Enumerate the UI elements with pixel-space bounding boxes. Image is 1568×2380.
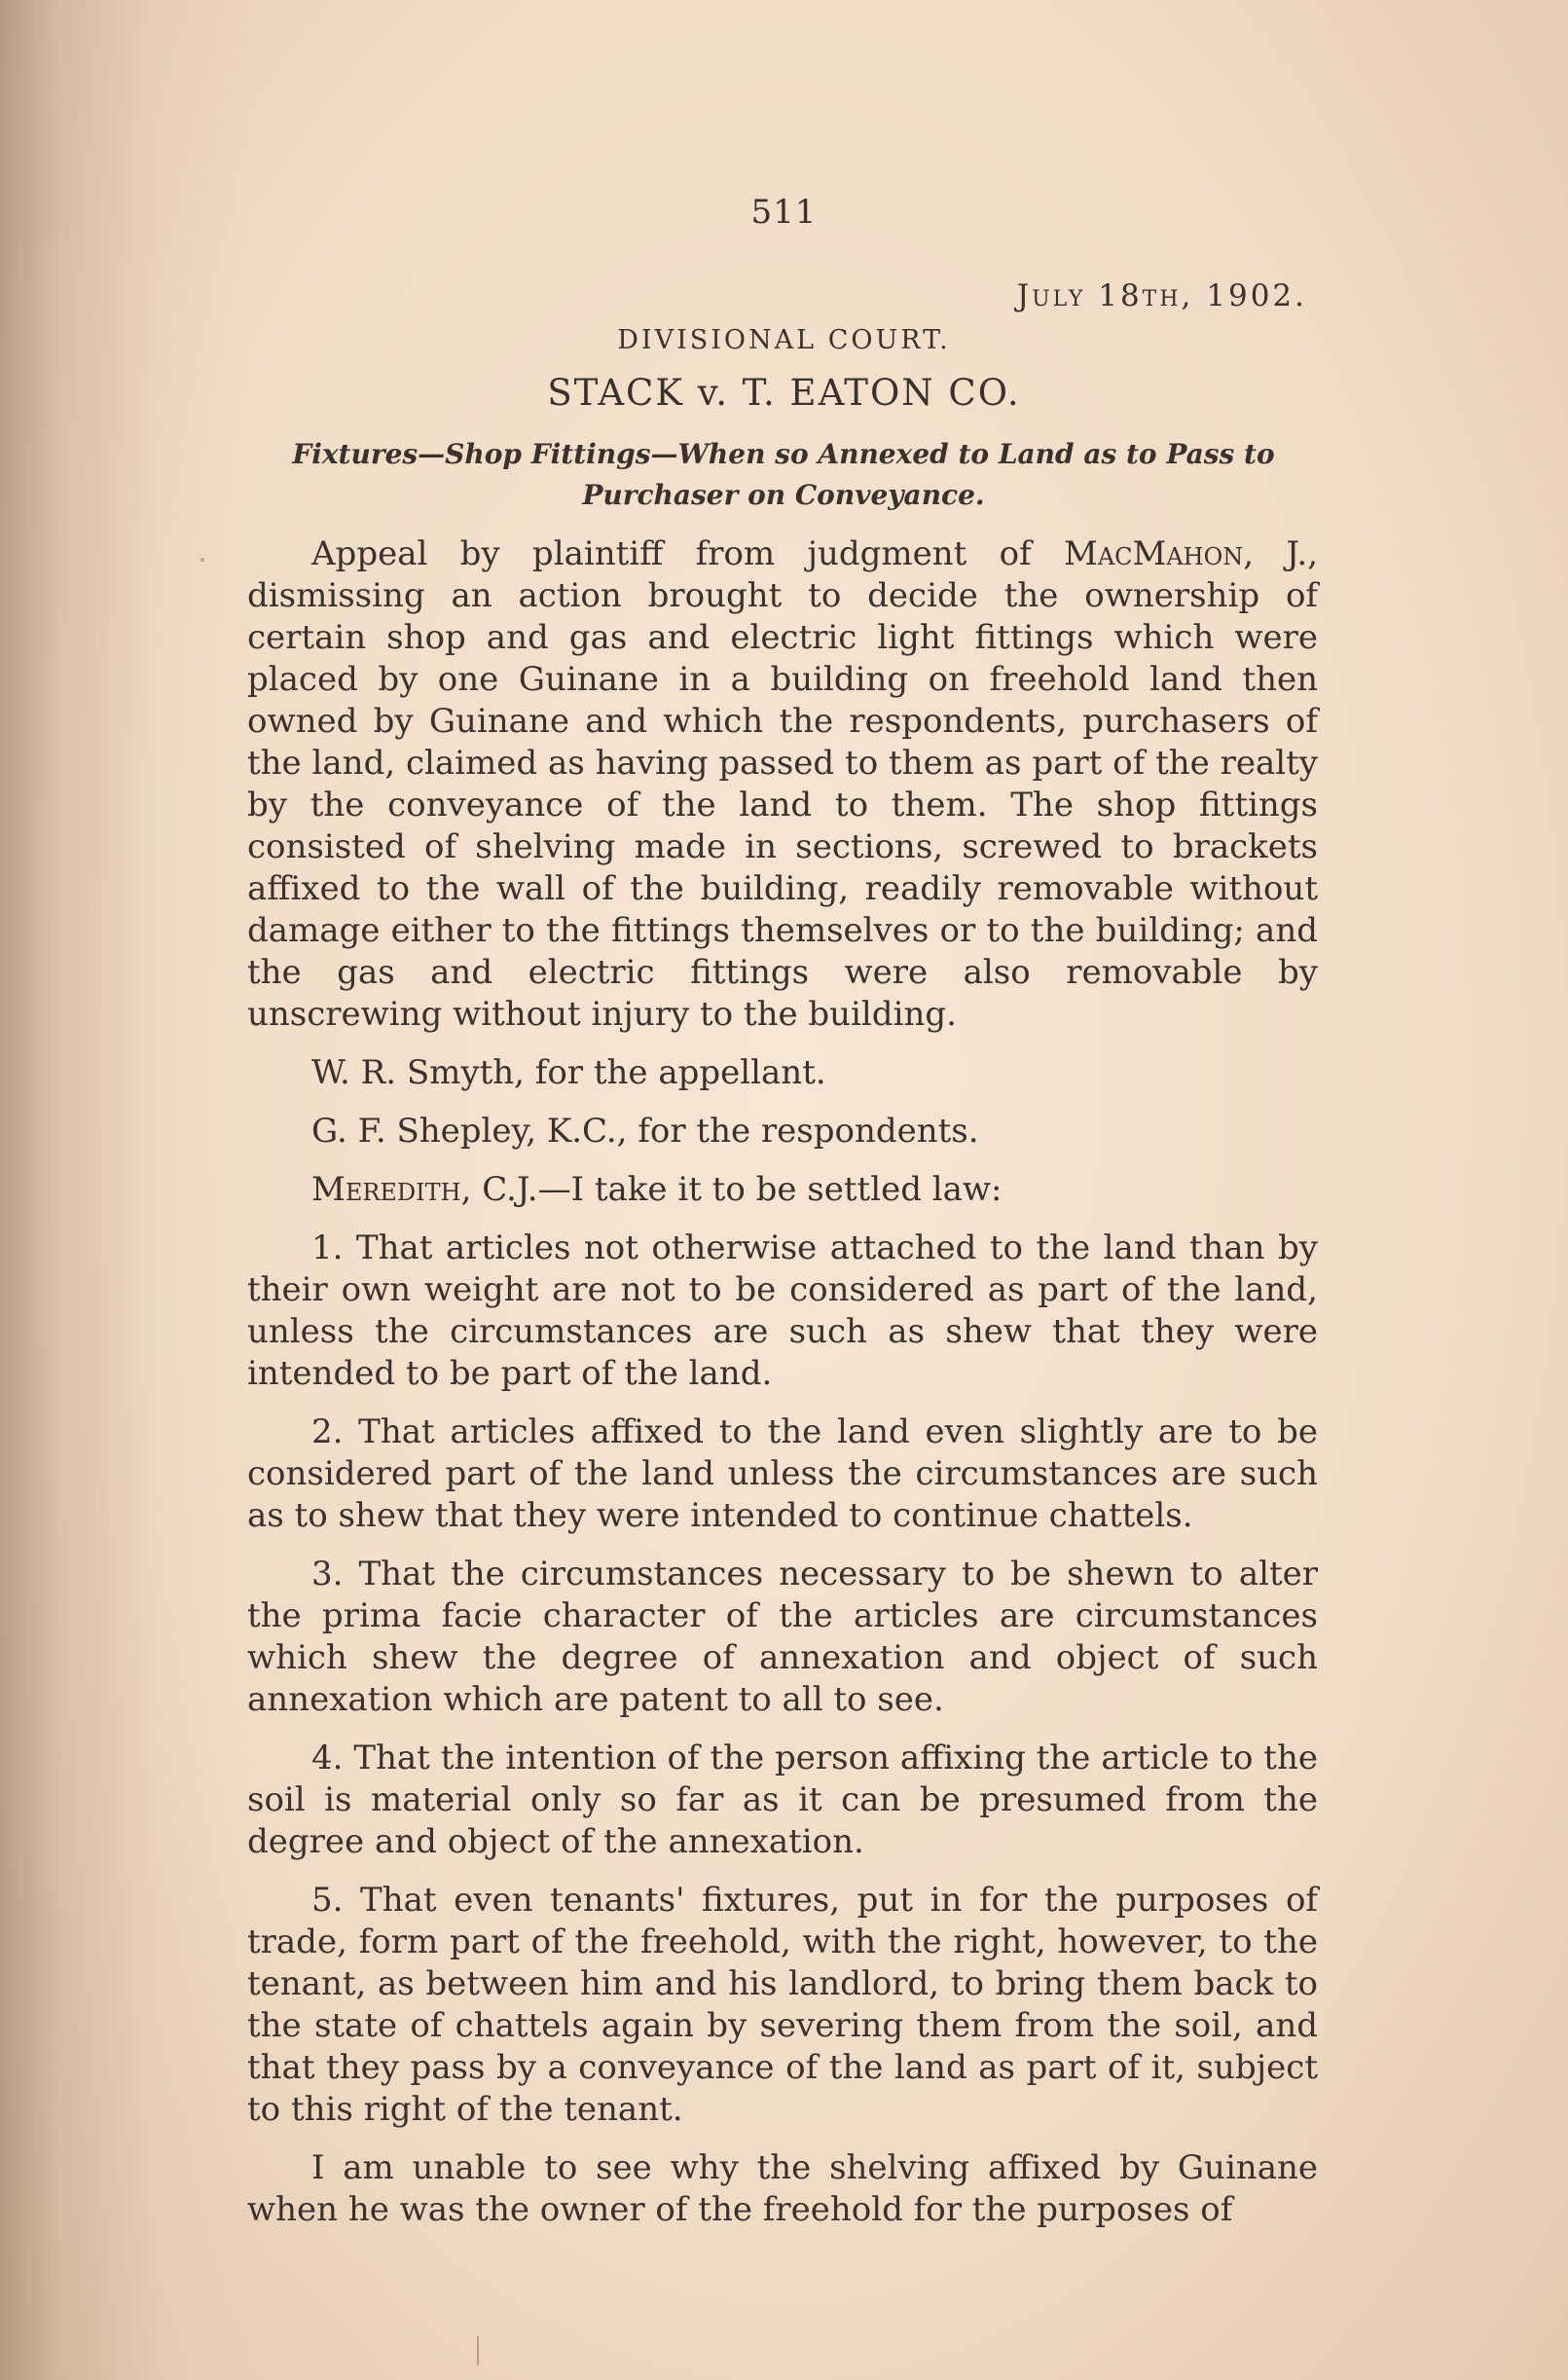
rule-paragraph: 1. That articles not otherwise attached to the land than by their own weight are not to be considered as part of the land, unless the circumstances are such as shew that they were intended to be part of the land. [247, 1228, 1318, 1393]
appeal-paragraph [247, 533, 1318, 1036]
judge-name: Meredith [311, 1170, 461, 1209]
rule-paragraph: 5. That even tenants' fixtures, put in for the purposes of trade, form part of the freehold, with the right, however, to the tenant, as between him and his landlord, to bring them back to the state of chattels again by severing them from the soil, and that they pass by a conveyance of the land as part of it, subject to this right of the tenant. [247, 1881, 1318, 2129]
headnote: Fixtures—Shop Fittings—When so Annexed to Land as to Pass to Purchaser on Conveyance. [292, 438, 1275, 511]
appeal-text-rest: , J., dismissing an action brought to decide the ownership of certain shop and gas and electric light fittings which were placed by one Guinane in a building on freehold land then owned by Guinane and which the respondents, purchasers of the land, claimed as having passed to them as part of the realty by the conveyance of the land to them. The shop fittings consisted of shelving made in sections, screwed to brackets affixed to the wall of the building, readily removable without damage either to the fittings themselves or to the building; and the gas and electric fittings were also removable by unscrewing without injury to the building. [247, 534, 1318, 1034]
judge-intro [247, 1169, 1318, 1211]
paper-speck [201, 558, 204, 562]
judgment-body [247, 533, 1318, 2248]
rule-paragraph: 2. That articles affixed to the land even slightly are to be considered part of the land unless the circumstances are such as to shew that they were intended to continue chattels. [247, 1412, 1318, 1535]
court-name: DIVISIONAL COURT. [617, 325, 951, 355]
judge-intro-text: , C.J.—I take it to be settled law: [460, 1170, 1003, 1209]
rule-paragraph: 3. That the circumstances necessary to be shewn to alter the prima facie character of the articles are circumstances which shew the degree of annexation and object of such annexation which are patent to all to see. [247, 1555, 1318, 1719]
counsel-respondents: G. F. Shepley, K.C., for the respondents. [311, 1112, 979, 1151]
paper-speck [477, 2336, 479, 2365]
case-title: STACK v. T. EATON CO. [547, 372, 1021, 414]
page-number: 511 [750, 193, 818, 232]
counsel-appellant: W. R. Smyth, for the appellant. [311, 1053, 826, 1092]
trial-judge-name: MacMahon [1064, 534, 1244, 573]
appeal-text-start: Appeal by plaintiff from judgment of [311, 534, 1065, 573]
decision-date: July 18th, 1902. [1016, 278, 1307, 313]
closing-paragraph: I am unable to see why the shelving affixed by Guinane when he was the owner of the freehold for the purposes of [247, 2148, 1318, 2229]
rule-paragraph: 4. That the intention of the person affixing the article to the soil is material only so far as it can be presumed from the degree and object of the annexation. [247, 1739, 1318, 1861]
